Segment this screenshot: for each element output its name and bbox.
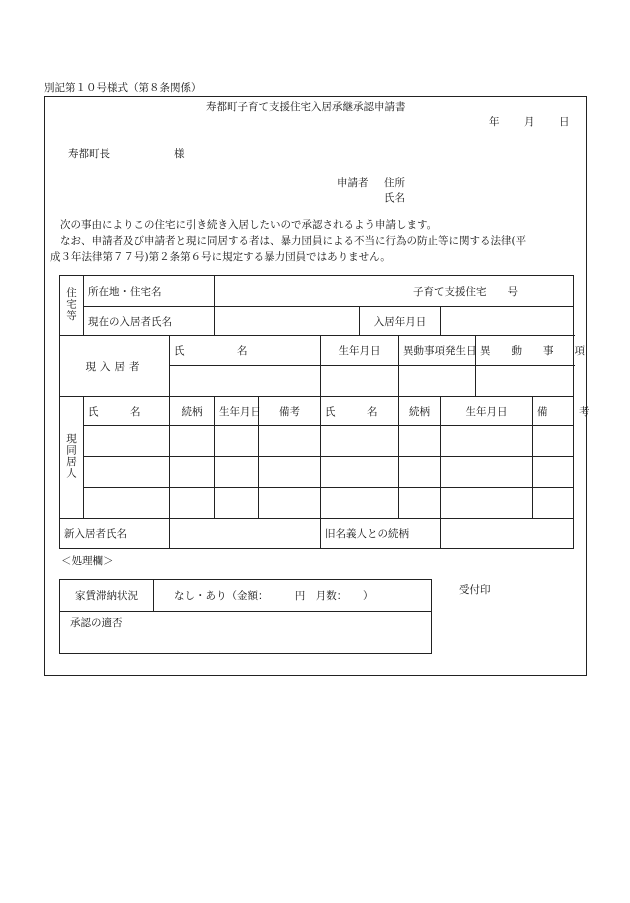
current-tenant-name-label: 現在の入居者氏名: [84, 307, 215, 336]
cohab-header-name-1: 氏 名: [84, 397, 170, 426]
cohab-cell[interactable]: [259, 457, 321, 488]
cohab-row: [60, 457, 574, 488]
rent-arrears-label: 家賃滞納状況: [60, 580, 154, 612]
cohab-cell[interactable]: [215, 488, 259, 519]
cohab-cell[interactable]: [170, 426, 215, 457]
cohab-header-birthdate-2: 生年月日: [441, 397, 533, 426]
cohab-cell[interactable]: [441, 426, 533, 457]
move-in-date-field[interactable]: [441, 307, 574, 336]
date-day: 日: [559, 116, 570, 128]
applicant-label: 申請者: [337, 177, 369, 189]
date-year: 年: [489, 116, 500, 128]
cohab-row: [60, 488, 574, 519]
move-in-date-label: 入居年月日: [360, 307, 441, 336]
cohab-cell[interactable]: [215, 426, 259, 457]
cohab-cell[interactable]: [84, 488, 170, 519]
current-tenant-section-label: 現入居者: [60, 336, 170, 397]
cohab-row: [60, 426, 574, 457]
tenant-change-date-field[interactable]: [399, 366, 476, 397]
processing-title: ＜処理欄＞: [61, 555, 114, 567]
tenant-header-change-date: 異動事項発生日: [399, 336, 476, 366]
cohab-cell[interactable]: [441, 488, 533, 519]
cohab-cell[interactable]: [321, 488, 399, 519]
cohab-cell[interactable]: [84, 426, 170, 457]
cohab-cell[interactable]: [533, 488, 574, 519]
addressee-name: 寿都町長: [68, 148, 110, 160]
approval-decision: 承認の適否: [60, 612, 432, 654]
cohab-cell[interactable]: [321, 426, 399, 457]
tenant-change-item-field[interactable]: [476, 366, 574, 397]
cohab-header-name-2: 氏 名: [321, 397, 399, 426]
relation-to-former-field[interactable]: [441, 519, 574, 549]
cohab-cell[interactable]: [533, 457, 574, 488]
receipt-stamp-label: 受付印: [459, 584, 491, 596]
date-month: 月: [524, 116, 535, 128]
cohab-cell[interactable]: [84, 457, 170, 488]
location-value[interactable]: 子育て支援住宅 号: [215, 276, 574, 307]
tenant-header-change-item: 異 動 事 項: [476, 336, 574, 366]
form-title: 寿都町子育て支援住宅入居承継承認申請書: [206, 101, 406, 113]
new-tenant-name-field[interactable]: [170, 519, 321, 549]
cohab-header-notes-2: 備 考: [533, 397, 574, 426]
new-tenant-name-label: 新入居者氏名: [60, 519, 170, 549]
cohab-header-relation-1: 続柄: [170, 397, 215, 426]
tenant-header-birthdate: 生年月日: [321, 336, 399, 366]
cohab-cell[interactable]: [533, 426, 574, 457]
tenant-name-field[interactable]: [170, 366, 321, 397]
addressee-honorific: 様: [174, 148, 185, 160]
cohab-cell[interactable]: [399, 426, 441, 457]
tenant-birthdate-field[interactable]: [321, 366, 399, 397]
cohab-cell[interactable]: [259, 488, 321, 519]
cohab-header-birthdate-1: 生年月日: [215, 397, 259, 426]
housing-section-label: 住宅等: [60, 276, 84, 336]
tenant-header-name: 氏 名: [170, 336, 321, 366]
form-reference: 別記第１０号様式（第８条関係）: [44, 82, 202, 94]
cohab-cell[interactable]: [399, 457, 441, 488]
location-label: 所在地・住宅名: [84, 276, 215, 307]
cohab-cell[interactable]: [259, 426, 321, 457]
cohab-cell[interactable]: [399, 488, 441, 519]
declaration-text: [50, 217, 580, 265]
declaration-line-1: 次の事由によりこの住宅に引き続き入居したいので承認されるよう申請します。: [60, 219, 438, 231]
declaration-line-3: 成３年法律第７７号)第２条第６号に規定する暴力団員ではありません。: [50, 251, 391, 263]
cohab-cell[interactable]: [170, 488, 215, 519]
cohab-header-notes-1: 備考: [259, 397, 321, 426]
cohab-cell[interactable]: [170, 457, 215, 488]
applicant-name-label: 氏名: [384, 192, 405, 204]
current-tenant-name-field[interactable]: [215, 307, 360, 336]
cohab-header-relation-2: 続柄: [399, 397, 441, 426]
processing-table: [59, 579, 432, 654]
application-table: [59, 275, 590, 549]
declaration-line-2: なお、申請者及び申請者と現に同居する者は、暴力団員による不当に行為の防止等に関する法律(平: [60, 235, 527, 247]
cohab-cell[interactable]: [215, 457, 259, 488]
rent-arrears-value[interactable]: なし・あり（金額： 円 月数： ）: [154, 580, 432, 612]
cohabitants-section-label: 現同居人: [60, 397, 84, 519]
cohab-cell[interactable]: [441, 457, 533, 488]
relation-to-former-label: 旧名義人との続柄: [321, 519, 441, 549]
applicant-address-label: 住所: [384, 177, 405, 189]
cohab-cell[interactable]: [321, 457, 399, 488]
